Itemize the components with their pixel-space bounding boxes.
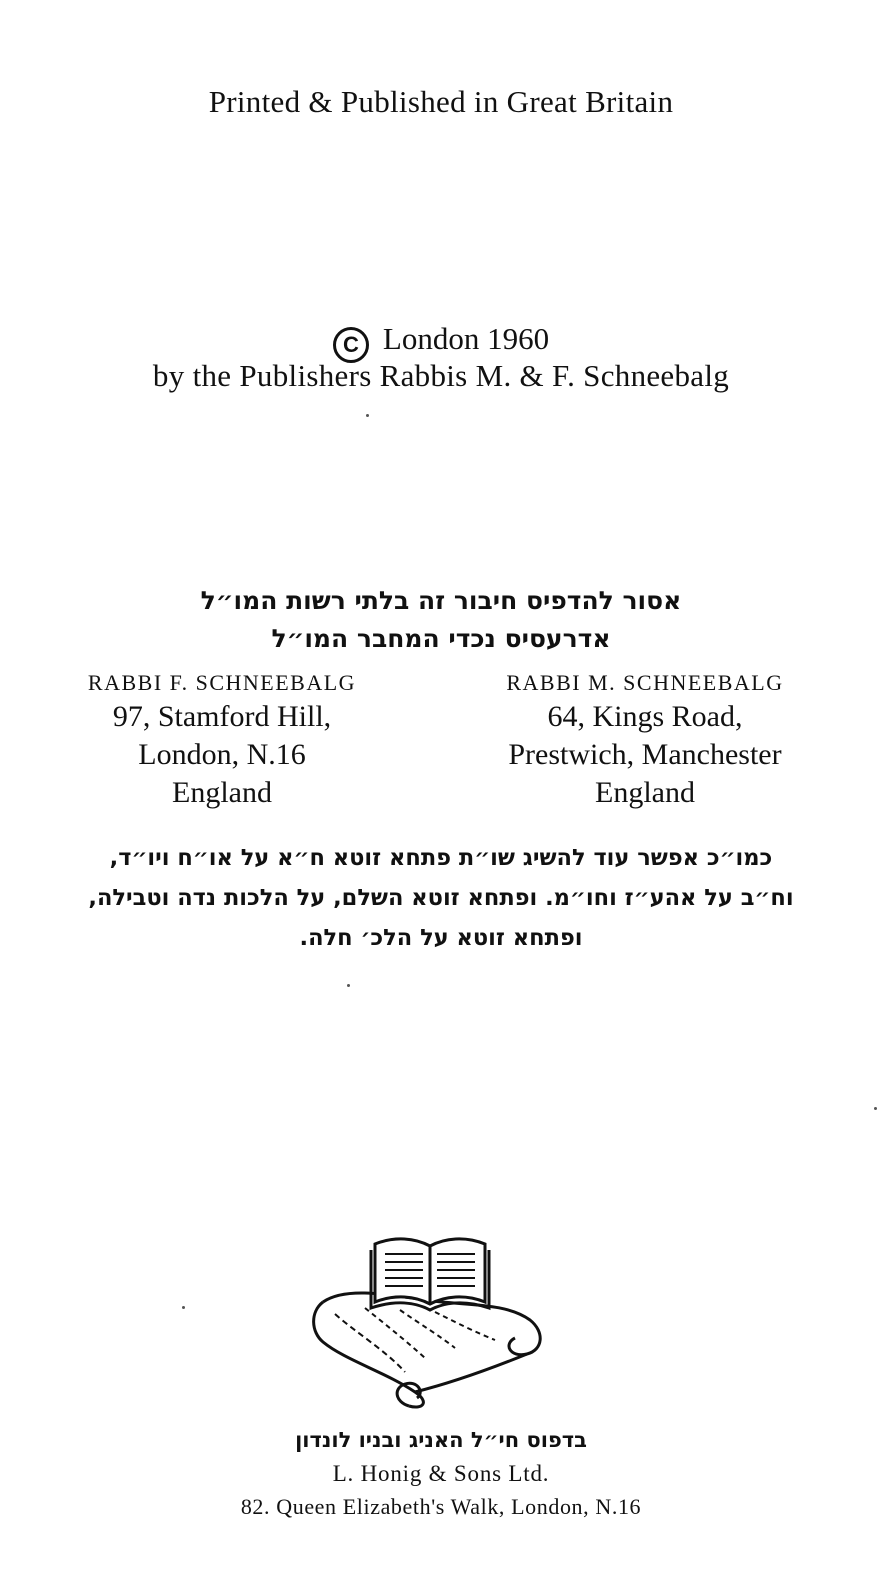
address-line: 64, Kings Road, [547, 700, 743, 733]
copyright-icon: C [333, 327, 369, 363]
printer-name: L. Honig & Sons Ltd. [332, 1461, 550, 1486]
hebrew-notice-line-2: אדרעסיס נכדי המחבר המו״ל [271, 624, 611, 653]
address-block-right [455, 668, 835, 812]
hebrew-paragraph-line: ופתחא זוטא על הלכ׳ חלה. [299, 925, 583, 951]
address-name: RABBI F. SCHNEEBALG [87, 670, 357, 695]
hebrew-availability-paragraph [20, 838, 862, 958]
hebrew-paragraph-line: כמו״כ אפשר עוד להשיג שו״ת פתחא זוטא ח״א על או״ח ויו״ד, [109, 845, 773, 871]
open-book-scroll-icon [305, 1232, 555, 1410]
address-line: Prestwich, Manchester [508, 738, 782, 771]
address-line: England [595, 776, 695, 809]
hebrew-paragraph-line: וח״ב על אהע״ז וחו״מ. ופתחא זוטא השלם, על הלכות נדה וטבילה, [88, 885, 794, 911]
address-line: London, N.16 [138, 738, 306, 771]
printed-published-line: Printed & Published in Great Britain [208, 84, 674, 119]
address-name: RABBI M. SCHNEEBALG [506, 670, 784, 695]
printer-address: 82. Queen Elizabeth's Walk, London, N.16 [240, 1494, 642, 1519]
hebrew-notice-line-1: אסור להדפיס חיבור זה בלתי רשות המו״ל [200, 586, 682, 615]
speck-mark [182, 1306, 185, 1309]
address-block-left [32, 668, 412, 812]
address-line: England [172, 776, 272, 809]
speck-mark [347, 984, 350, 987]
printer-hebrew-line: בדפוס חי״ל האניג ובניו לונדון [295, 1428, 587, 1452]
publishers-line: by the Publishers Rabbis M. & F. Schneebalg [152, 358, 730, 393]
address-line: 97, Stamford Hill, [112, 700, 332, 733]
copyright-line [0, 321, 882, 363]
speck-mark [366, 414, 369, 417]
speck-mark [874, 1107, 877, 1110]
copyright-text: London 1960 [382, 321, 550, 356]
